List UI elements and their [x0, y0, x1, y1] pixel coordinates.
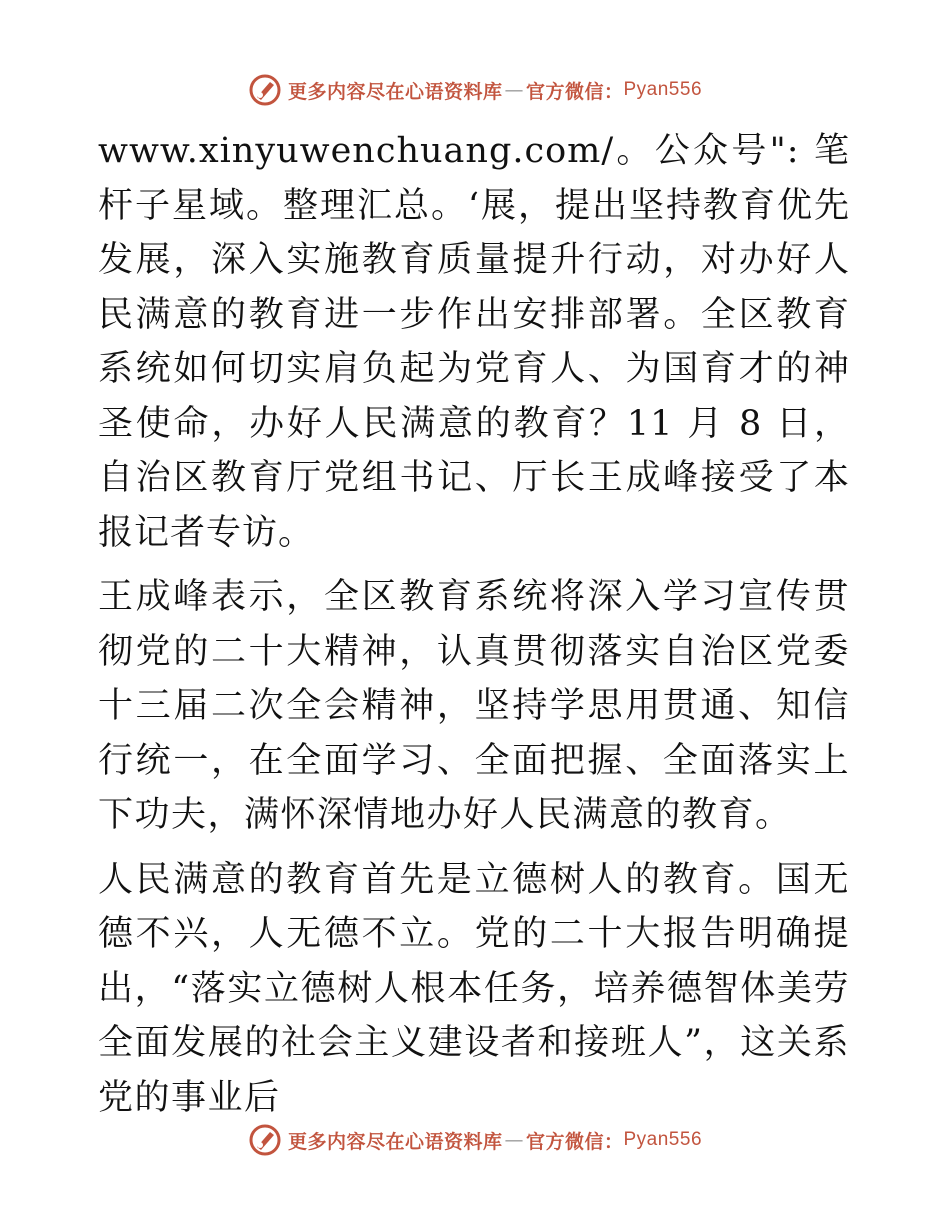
paragraph-2: 王成峰表示，全区教育系统将深入学习宣传贯彻党的二十大精神，认真贯彻落实自治区党委十三届二次全会精神，坚持学思用贯通、知信行统一，在全面学习、全面把握、全面落实上下功夫，满怀深情地办好人民满意的教育。: [98, 577, 850, 835]
logo-icon: [248, 73, 282, 107]
banner-official-label: 官方微信：: [525, 80, 624, 103]
banner-handle: Pyan556: [623, 1129, 703, 1150]
banner-handle: Pyan556: [623, 79, 703, 100]
banner-text: [288, 1127, 702, 1154]
banner-dash: —: [504, 79, 524, 101]
banner-dash: —: [504, 1129, 524, 1151]
banner-slogan: 更多内容尽在心语资料库: [287, 80, 503, 103]
header-banner: [0, 70, 950, 110]
logo-icon: [248, 1123, 282, 1157]
footer-banner: [0, 1120, 950, 1160]
paragraph-3: 人民满意的教育首先是立德树人的教育。国无德不兴，人无德不立。党的二十大报告明确提出，“落实立德树人根本任务，培养德智体美劳全面发展的社会主义建设者和接班人”，这关系党的事业后: [98, 859, 850, 1118]
banner-official-label: 官方微信：: [525, 1130, 624, 1153]
banner-text: [288, 77, 702, 104]
document-body: [98, 124, 850, 1135]
banner-slogan: 更多内容尽在心语资料库: [287, 1130, 503, 1153]
paragraph-1: www.xinyuwenchuang.com/。公众号": 笔杆子星域。整理汇总。‘展，提出坚持教育优先发展，深入实施教育质量提升行动，对办好人民满意的教育进一步作出安排部署。全区教育系统如何切实肩负起为党育人、为国育才的神圣使命，办好人民满意的教育？11 月 8 日，自治区教育厅党组书记、厅长王成峰接受了本报记者专访。: [98, 131, 850, 553]
